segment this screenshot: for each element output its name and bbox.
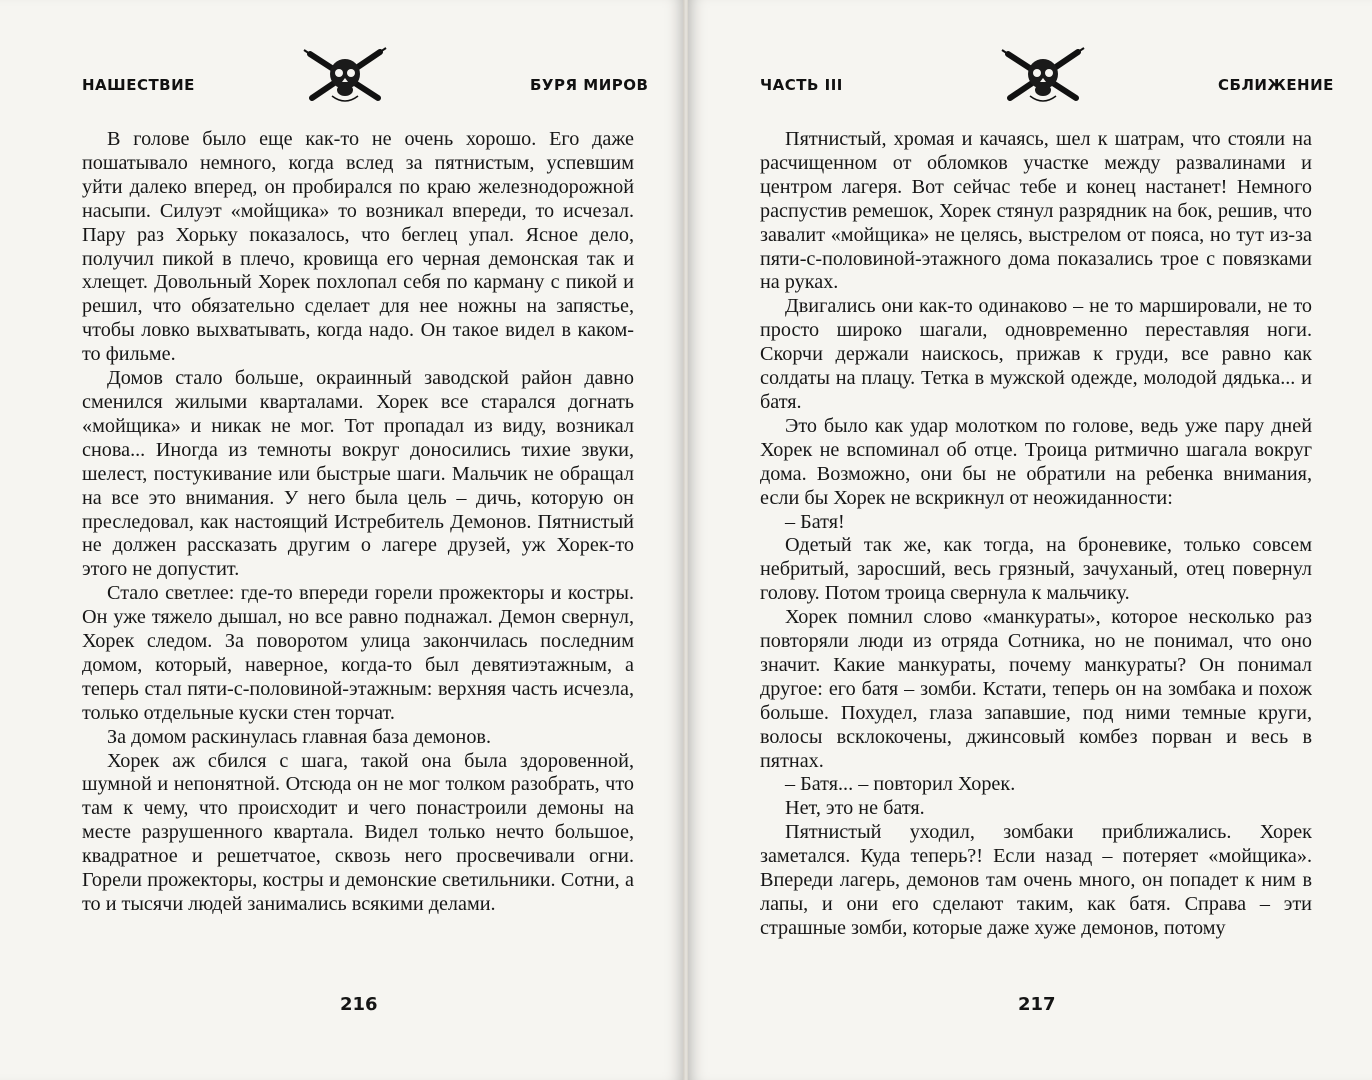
paragraph: В голове было еще как-то не очень хорошо. Его даже пошатывало немного, когда вслед за пятнистым, успевшим уйти далеко вперед, он пробирался по краю железнодорожной насыпи. Силуэт «мойщика» то возникал впереди, то исчезал. Пару раз Хорьку показалось, что беглец упал. Ясное дело, получил пикой в плечо, кровища его черная демонская так и хлещет. Довольный Хорек похлопал себя по карману с пикой и решил, что обязательно сделает для нее ножны на запястье, чтобы ловко выхватывать, когда надо. Он такое видел в каком-то фильме.: [82, 128, 634, 366]
right-running-head-title: СБЛИЖЕНИЕ: [1218, 76, 1334, 94]
page-number-left: 216: [340, 994, 378, 1015]
left-running-head-title: БУРЯ МИРОВ: [530, 76, 649, 94]
paragraph: – Батя!: [785, 510, 845, 533]
page-number-right: 217: [1018, 994, 1056, 1015]
left-page-body: [82, 128, 634, 917]
left-page: [0, 0, 684, 1080]
paragraph: Одетый так же, как тогда, на броневике, только совсем небритый, заросший, весь грязный, зачуханый, отец повернул голову. Потом троица свернула к мальчику.: [760, 534, 1312, 605]
left-running-head-book: НАШЕСТВИЕ: [82, 76, 195, 94]
right-running-head-part: ЧАСТЬ III: [760, 76, 843, 94]
right-page: [688, 0, 1372, 1080]
paragraph: За домом раскинулась главная база демонов.: [107, 725, 491, 748]
right-page-body: [760, 128, 1312, 941]
paragraph: Домов стало больше, окраинный заводской район давно сменился жилыми кварталами. Хорек все старался догнать «мойщика» и никак не мог. Тот пропадал из виду, возникал снова... Иногда из темноты вокруг доносились тихие звуки, шелест, постукивание или быстрые шаги. Мальчик не обращал на все это внимания. У него была цель – дичь, которую он преследовал, как настоящий Истребитель Демонов. Пятнистый не должен рассказать другим о лагере друзей, уж Хорек-то этого не допустит.: [82, 367, 634, 581]
paragraph: Хорек аж сбился с шага, такой она была здоровенной, шумной и непонятной. Отсюда он не мог толком разобрать, что там к чему, что происходит и чего понастроили демоны на месте разрушенного квартала. Видел только нечто большое, квадратное и решетчатое, сквозь него просвечивали огни. Горели прожекторы, костры и демонские светильники. Сотни, а то и тысячи людей занимались всякими делами.: [82, 749, 634, 915]
crossed-rifles-skull-icon: [1000, 44, 1086, 106]
paragraph: Это было как удар молотком по голове, ведь уже пару дней Хорек не вспоминал об отце. Троица ритмично шагала вокруг дома. Возможно, они бы не обратили на ребенка внимания, если бы Хорек не вскрикнул от неожиданности:: [760, 414, 1312, 509]
paragraph: Пятнистый уходил, зомбаки приближались. Хорек заметался. Куда теперь?! Если назад – потеряет «мойщика». Впереди лагерь, демонов там очень много, он попадет к ним в лапы, и они его сделают таким, как батя. Справа – эти страшные зомби, которые даже хуже демонов, потому: [760, 821, 1312, 939]
paragraph: Двигались они как-то одинаково – не то маршировали, не то просто широко шагали, одновременно переставляя ноги. Скорчи держали наискось, прижав к груди, все равно как солдаты на плацу. Тетка в мужской одежде, молодой дядька... и батя.: [760, 295, 1312, 413]
paragraph: Пятнистый, хромая и качаясь, шел к шатрам, что стояли на расчищенном от обломков участке между развалинами и центром лагеря. Вот сейчас тебе и конец настанет! Немного распустив ремешок, Хорек стянул разрядник на бок, решив, что завалит «мойщика» не целясь, выстрелом от пояса, но тут из-за пяти-с-половиной-этажного дома показались трое с повязками на руках.: [760, 128, 1312, 294]
paragraph: Стало светлее: где-то впереди горели прожекторы и костры. Он уже тяжело дышал, но все равно поднажал. Демон свернул, Хорек следом. За поворотом улица закончилась последним домом, который, наверное, когда-то был девятиэтажным, а теперь стал пяти-с-половиной-этажным: верхняя часть исчезла, только отдельные куски стен торчат.: [82, 582, 634, 724]
paragraph: – Батя... – повторил Хорек.: [785, 773, 1016, 796]
crossed-rifles-skull-icon: [302, 44, 388, 106]
paragraph: Нет, это не батя.: [785, 797, 925, 820]
paragraph: Хорек помнил слово «манкураты», которое несколько раз повторяли люди из отряда Сотника, но не понимал, что оно значит. Какие манкураты, почему манкураты? Он понимал другое: его батя – зомби. Кстати, теперь он на зомбака и похож больше. Похудел, глаза запавшие, под ними темные круги, волосы всклокочены, джинсовый комбез порван и весь в пятнах.: [760, 606, 1312, 772]
